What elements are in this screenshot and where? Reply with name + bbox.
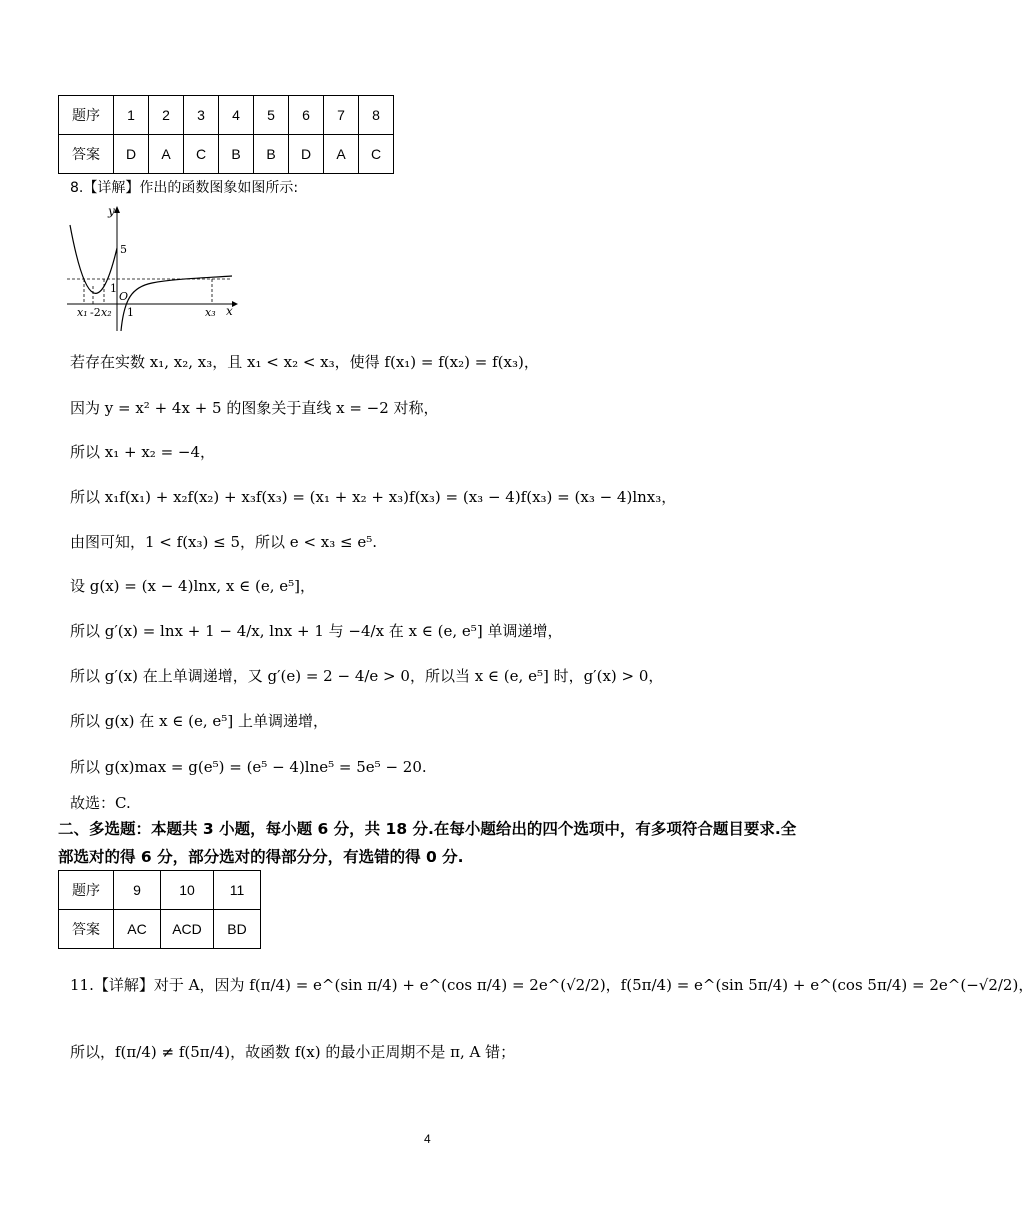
- table-cell: 8: [359, 96, 394, 135]
- solution-line: 所以，f(π/4) ≠ f(5π/4)，故函数 f(x) 的最小正周期不是 π, A 错；: [70, 1043, 516, 1061]
- table-header-cell: 答案: [59, 135, 114, 174]
- table-row: [59, 910, 261, 949]
- solution-line: 所以 g′(x) = lnx + 1 − 4/x, lnx + 1 与 −4/x 在 x ∈ (e, e⁵] 单调递增，: [70, 622, 563, 640]
- label-one-y: 1: [110, 282, 117, 295]
- page-number: 4: [424, 1132, 431, 1146]
- origin-label: O: [119, 290, 129, 303]
- table-header-cell: 题序: [59, 96, 114, 135]
- solution-line: 由图可知，1 < f(x₃) ≤ 5，所以 e < x₃ ≤ e⁵.: [70, 533, 378, 551]
- x-axis-arrow: [232, 301, 238, 307]
- answer-choice: 故选：C.: [70, 794, 131, 812]
- table-cell: 1: [114, 96, 149, 135]
- answer-table-2: [58, 870, 261, 949]
- solution-line: 所以 x₁f(x₁) + x₂f(x₂) + x₃f(x₃) = (x₁ + x₂ + x₃)f(x₃) = (x₃ − 4)f(x₃) = (x₃ − 4)lnx₃，: [70, 488, 677, 506]
- label-x2: x₂: [101, 306, 112, 319]
- table-cell: 5: [254, 96, 289, 135]
- table-cell: D: [289, 135, 324, 174]
- answer-table-1: [58, 95, 394, 174]
- label-neg2: -2: [90, 306, 101, 319]
- table-cell: C: [184, 135, 219, 174]
- table-cell: 4: [219, 96, 254, 135]
- table-row: [59, 96, 394, 135]
- table-cell: 10: [161, 871, 214, 910]
- table-cell: B: [254, 135, 289, 174]
- solution-line: 所以 g′(x) 在上单调递增，又 g′(e) = 2 − 4/e > 0，所以当 x ∈ (e, e⁵] 时，g′(x) > 0，: [70, 667, 664, 685]
- table-header-cell: 答案: [59, 910, 114, 949]
- y-axis-arrow: [114, 206, 120, 213]
- label-five: 5: [120, 243, 127, 256]
- solution-line: 所以 g(x) 在 x ∈ (e, e⁵] 上单调递增，: [70, 712, 328, 730]
- table-row: [59, 871, 261, 910]
- label-x1: x₁: [77, 306, 88, 319]
- q8-intro: 8.【详解】作出的函数图象如图所示:: [70, 180, 299, 196]
- section-heading: 二、多选题：本题共 3 小题，每小题 6 分，共 18 分.在每小题给出的四个选项中，有多项符合题目要求.全部选对的得 6 分，部分选对的得部分分，有选错的得 0 分.: [58, 820, 797, 866]
- table-cell: A: [149, 135, 184, 174]
- table-cell: B: [219, 135, 254, 174]
- table-cell: ACD: [161, 910, 214, 949]
- table-cell: 11: [214, 871, 261, 910]
- label-one-x: 1: [127, 306, 134, 319]
- table-cell: 3: [184, 96, 219, 135]
- solution-line: 若存在实数 x₁, x₂, x₃，且 x₁ < x₂ < x₃，使得 f(x₁) = f(x₂) = f(x₃)，: [70, 353, 539, 371]
- table-cell: AC: [114, 910, 161, 949]
- solution-line: 所以 g(x)max = g(e⁵) = (e⁵ − 4)lne⁵ = 5e⁵ − 20.: [70, 758, 427, 776]
- solution-line: 11.【详解】对于 A，因为 f(π/4) = e^(sin π/4) + e^(cos π/4) = 2e^(√2/2)，f(5π/4) = e^(sin 5π/4) + e^(cos 5π/4) = 2e^(−√2/2)，: [70, 976, 1033, 994]
- x-axis-label: x: [226, 304, 233, 318]
- table-cell: 7: [324, 96, 359, 135]
- table-cell: A: [324, 135, 359, 174]
- table-row: [59, 135, 394, 174]
- table-cell: D: [114, 135, 149, 174]
- function-graph: [62, 203, 242, 333]
- y-axis-label: y: [108, 204, 115, 218]
- solution-line: 设 g(x) = (x − 4)lnx, x ∈ (e, e⁵]，: [70, 577, 316, 595]
- table-cell: 2: [149, 96, 184, 135]
- table-cell: C: [359, 135, 394, 174]
- table-cell: BD: [214, 910, 261, 949]
- solution-line: 所以 x₁ + x₂ = −4，: [70, 443, 216, 461]
- solution-line: 因为 y = x² + 4x + 5 的图象关于直线 x = −2 对称，: [70, 399, 439, 417]
- table-cell: 9: [114, 871, 161, 910]
- table-cell: 6: [289, 96, 324, 135]
- table-header-cell: 题序: [59, 871, 114, 910]
- label-x3: x₃: [205, 306, 216, 319]
